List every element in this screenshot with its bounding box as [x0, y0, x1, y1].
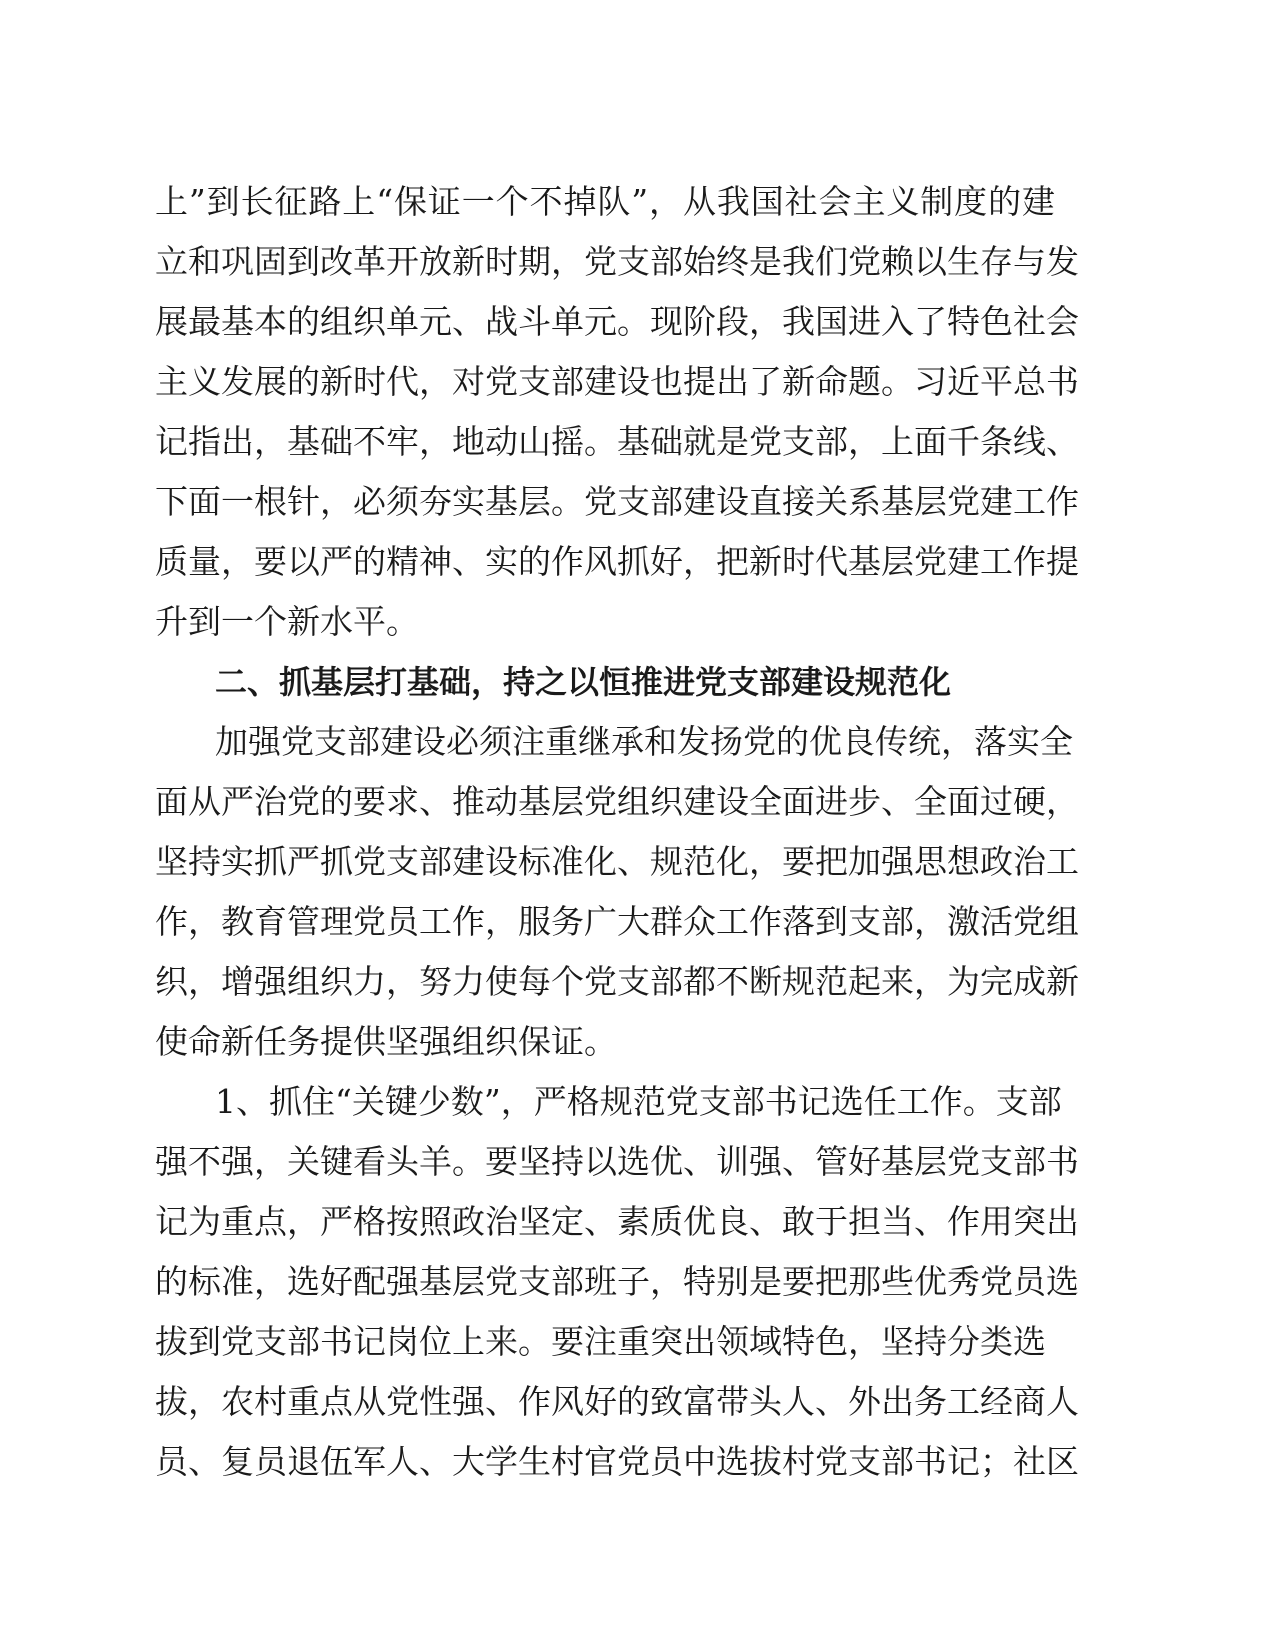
text-line: 质量，要以严的精神、实的作风抓好，把新时代基层党建工作提	[155, 542, 1079, 581]
text-line: 作，教育管理党员工作，服务广大群众工作落到支部，激活党组	[155, 902, 1079, 941]
text-line: 强不强，关键看头羊。要坚持以选优、训强、管好基层党支部书	[155, 1142, 1079, 1181]
document-body	[155, 172, 1079, 1492]
text-line: 立和巩固到改革开放新时期，党支部始终是我们党赖以生存与发	[155, 242, 1079, 281]
paragraph-3	[155, 1072, 1079, 1492]
text-line: 织，增强组织力，努力使每个党支部都不断规范起来，为完成新	[155, 962, 1079, 1001]
text-line: 使命新任务提供坚强组织保证。	[155, 1022, 617, 1061]
text-line: 下面一根针，必须夯实基层。党支部建设直接关系基层党建工作	[155, 482, 1079, 521]
text-line: 升到一个新水平。	[155, 602, 419, 641]
paragraph-2	[155, 712, 1079, 1072]
text-line: 展最基本的组织单元、战斗单元。现阶段，我国进入了特色社会	[155, 302, 1079, 341]
paragraph-1	[155, 172, 1079, 652]
text-line: 的标准，选好配强基层党支部班子，特别是要把那些优秀党员选	[155, 1262, 1079, 1301]
text-line: 拔到党支部书记岗位上来。要注重突出领域特色，坚持分类选	[155, 1322, 1046, 1361]
section-heading: 二、抓基层打基础，持之以恒推进党支部建设规范化	[215, 663, 952, 701]
text-line: 坚持实抓严抓党支部建设标准化、规范化，要把加强思想政治工	[155, 842, 1079, 881]
text-line: 上”到长征路上“保证一个不掉队”，从我国社会主义制度的建	[155, 182, 1055, 221]
text-line: 加强党支部建设必须注重继承和发扬党的优良传统，落实全	[215, 722, 1073, 761]
text-line: 员、复员退伍军人、大学生村官党员中选拔村党支部书记；社区	[155, 1442, 1079, 1481]
text-line: 记为重点，严格按照政治坚定、素质优良、敢于担当、作用突出	[155, 1202, 1079, 1241]
text-line: 主义发展的新时代，对党支部建设也提出了新命题。习近平总书	[155, 362, 1079, 401]
text-line: 1、抓住“关键少数”，严格规范党支部书记选任工作。支部	[215, 1082, 1062, 1121]
text-line: 面从严治党的要求、推动基层党组织建设全面进步、全面过硬，	[155, 782, 1079, 821]
text-line: 拔，农村重点从党性强、作风好的致富带头人、外出务工经商人	[155, 1382, 1079, 1421]
text-line: 记指出，基础不牢，地动山摇。基础就是党支部，上面千条线、	[155, 422, 1079, 461]
